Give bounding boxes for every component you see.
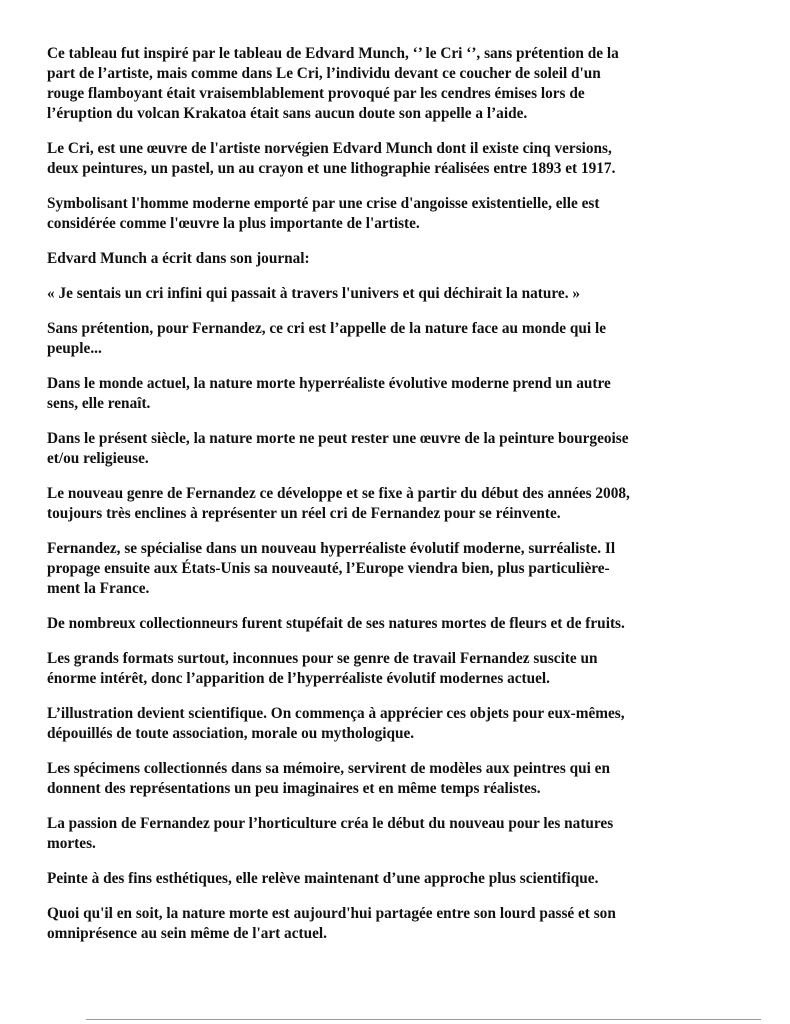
quote-paragraph: « Je sentais un cri infini qui passait à travers l'univers et qui déchirait la nature. »: [47, 285, 581, 302]
paragraph-2: Le Cri, est une œuvre de l'artiste norvégien Edvard Munch dont il existe cinq versions, deux peintures, un pastel, un au crayon et une lithographie réalisées entre 1893 et 1917.: [47, 140, 616, 177]
paragraph-17: Quoi qu'il en soit, la nature morte est aujourd'hui partagée entre son lourd passé et son omniprésence au sein même de l'art actuel.: [47, 905, 616, 942]
paragraph-14: Les spécimens collectionnés dans sa mémoire, servirent de modèles aux peintres qui en donnent des représentations un peu imaginaires et en même temps réalistes.: [47, 760, 610, 797]
paragraph-6: Sans prétention, pour Fernandez, ce cri est l’appelle de la nature face au monde qui le peuple...: [47, 320, 607, 357]
paragraph-11: De nombreux collectionneurs furent stupéfait de ses natures mortes de fleurs et de fruits.: [47, 615, 625, 632]
paragraph-15: La passion de Fernandez pour l’horticulture créa le début du nouveau pour les natures mortes.: [47, 815, 614, 852]
paragraph-12: Les grands formats surtout, inconnues pour se genre de travail Fernandez suscite un énorme intérêt, donc l’apparition de l’hyperréaliste évolutif modernes actuel.: [47, 650, 598, 687]
paragraph-7: Dans le monde actuel, la nature morte hyperréaliste évolutive moderne prend un autre sens, elle renaît.: [47, 375, 611, 412]
paragraph-16: Peinte à des fins esthétiques, elle relève maintenant d’une approche plus scientifique.: [47, 870, 599, 887]
paragraph-1: Ce tableau fut inspiré par le tableau de Edvard Munch, ‘’ le Cri ‘’, sans prétention de la part de l’artiste, mais comme dans Le Cri, l’individu devant ce coucher de soleil d'un rouge flamboyant était vraisemblablement provoqué par les cendres émises lors de l’éruption du volcan Krakatoa était sans aucun doute son appelle a l’aide.: [47, 45, 619, 122]
paragraph-9: Le nouveau genre de Fernandez ce développe et se fixe à partir du début des années 2008, toujours très enclines à représenter un réel cri de Fernandez pour se réinvente.: [47, 485, 630, 522]
paragraph-4: Edvard Munch a écrit dans son journal:: [47, 250, 310, 267]
document-body: [47, 44, 747, 959]
paragraph-10: Fernandez, se spécialise dans un nouveau hyperréaliste évolutif moderne, surréaliste. Il propage ensuite aux États-Unis sa nouveauté, l’Europe viendra bien, plus particulière- ment la France.: [47, 540, 616, 597]
bottom-divider: [86, 1019, 761, 1020]
paragraph-8: Dans le présent siècle, la nature morte ne peut rester une œuvre de la peinture bourgeoise et/ou religieuse.: [47, 430, 629, 467]
paragraph-3: Symbolisant l'homme moderne emporté par une crise d'angoisse existentielle, elle est considérée comme l'œuvre la plus importante de l'artiste.: [47, 195, 600, 232]
paragraph-13: L’illustration devient scientifique. On commença à apprécier ces objets pour eux-mêmes, dépouillés de toute association, morale ou mythologique.: [47, 705, 625, 742]
